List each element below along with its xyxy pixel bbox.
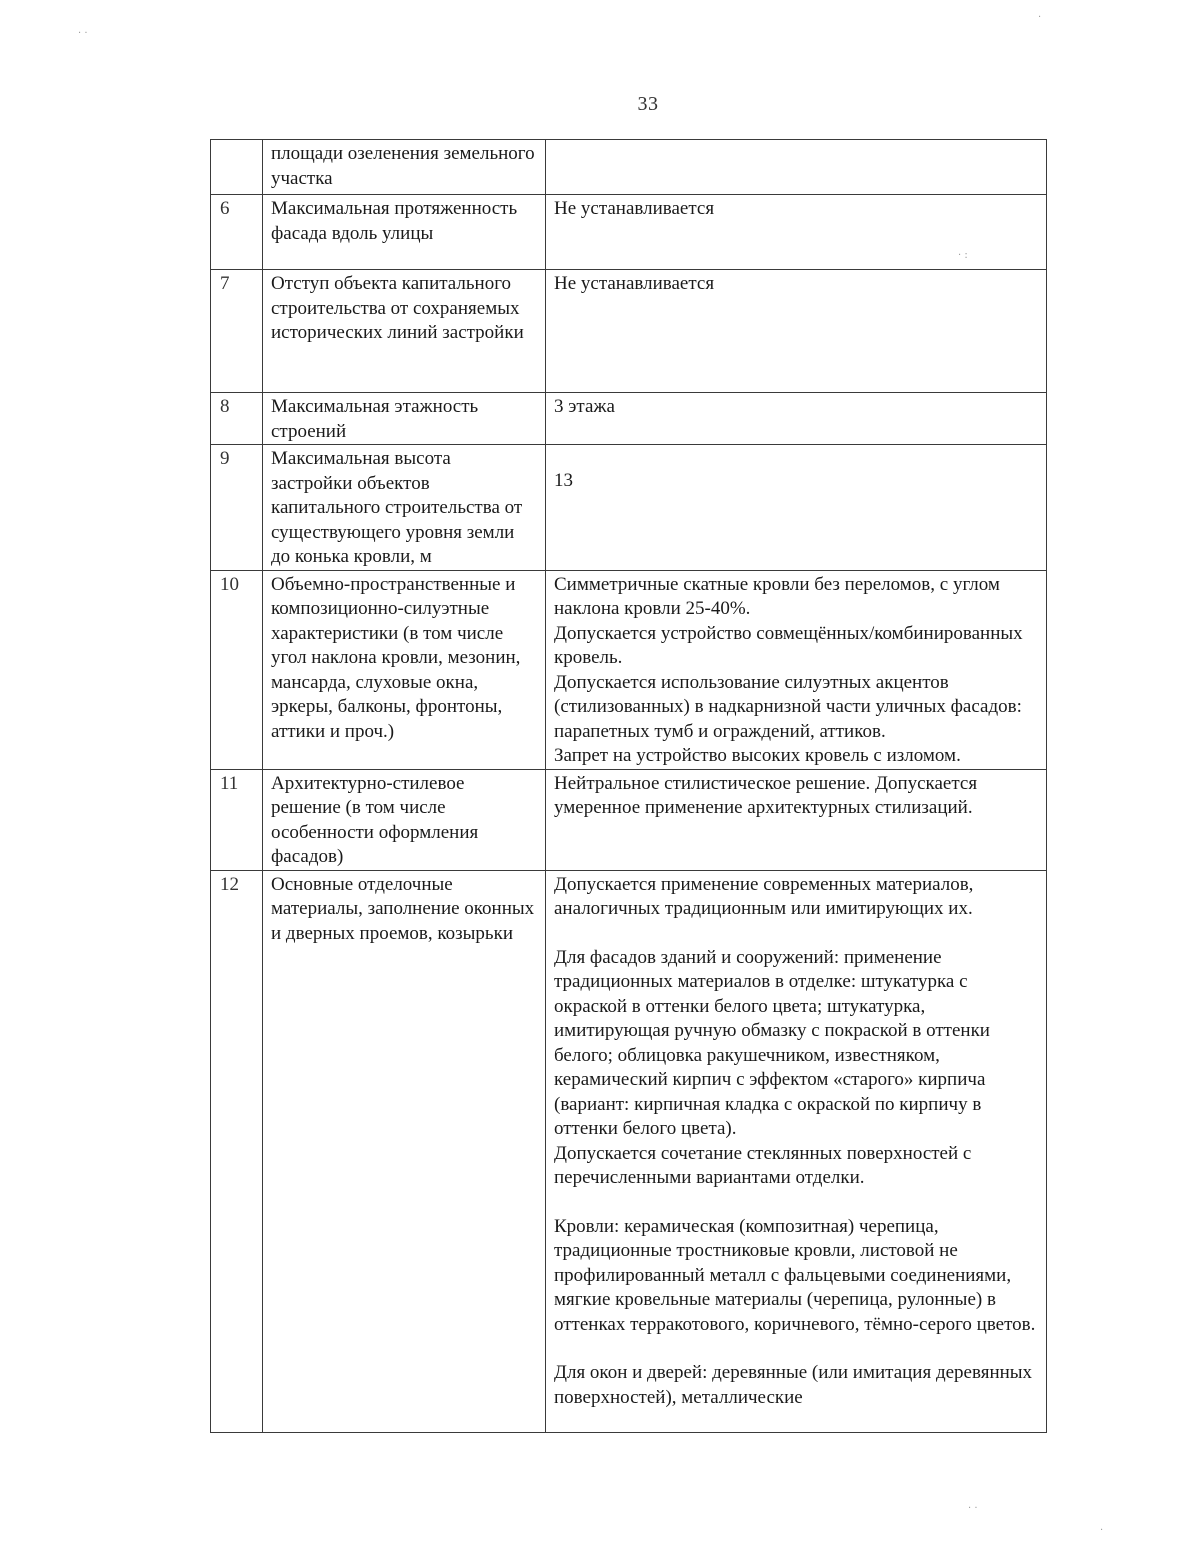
row-number: 9	[211, 445, 263, 571]
row-number	[211, 140, 263, 195]
table-row	[211, 570, 1047, 769]
parameter-name: Отступ объекта капитального строительства от сохраняемых исторических линий застройки	[263, 270, 546, 393]
row-number: 8	[211, 393, 263, 445]
paragraph-gap	[554, 1337, 1038, 1361]
value-paragraph: 13	[554, 470, 573, 491]
scan-speck: · ·	[78, 28, 88, 39]
table-row	[211, 769, 1047, 870]
parameter-value	[546, 445, 1047, 571]
table-row	[211, 445, 1047, 571]
table-row	[211, 870, 1047, 1432]
scan-speck: · :	[958, 250, 968, 261]
parameter-value	[546, 870, 1047, 1432]
parameter-name: Объемно-пространственные и композиционно-силуэтные характеристики (в том числе угол наклона кровли, мезонин, мансарда, слуховые окна, эркеры, балконы, фронтоны, аттики и проч.)	[263, 570, 546, 769]
parameter-value	[546, 570, 1047, 769]
paragraph-gap	[554, 922, 1038, 946]
value-paragraph: Для окон и дверей: деревянные (или имитация деревянных поверхностей), металлические	[554, 1362, 1033, 1408]
parameter-value	[546, 393, 1047, 445]
scan-speck: · ·	[968, 1503, 978, 1514]
scan-speck: ·	[1038, 12, 1042, 23]
row-number: 12	[211, 870, 263, 1432]
table-row	[211, 270, 1047, 393]
parameter-name: Максимальная высота застройки объектов капитального строительства от существующего уровня земли до конька кровли, м	[263, 445, 546, 571]
page-number: 33	[637, 93, 659, 115]
value-paragraph: Допускается применение современных материалов, аналогичных традиционным или имитирующих их.	[554, 873, 974, 919]
row-number: 10	[211, 570, 263, 769]
parameter-name: Архитектурно-стилевое решение (в том числе особенности оформления фасадов)	[263, 769, 546, 870]
parameter-name: площади озеленения земельного участка	[263, 140, 546, 195]
value-paragraph: Не устанавливается	[554, 198, 715, 219]
value-paragraph: Запрет на устройство высоких кровель с изломом.	[554, 745, 961, 766]
value-paragraph: Симметричные скатные кровли без переломов, с углом наклона кровли 25-40%.	[554, 573, 1000, 619]
parameter-value	[546, 140, 1047, 195]
parameter-name: Максимальная этажность строений	[263, 393, 546, 445]
row-number: 11	[211, 769, 263, 870]
parameter-name: Основные отделочные материалы, заполнение оконных и дверных проемов, козырьки	[263, 870, 546, 1432]
value-paragraph: Допускается сочетание стеклянных поверхностей с перечисленными вариантами отделки.	[554, 1142, 972, 1188]
parameter-value	[546, 270, 1047, 393]
parameter-value	[546, 769, 1047, 870]
paragraph-gap	[554, 1191, 1038, 1215]
value-paragraph: 3 этажа	[554, 396, 615, 417]
table-row	[211, 140, 1047, 195]
value-paragraph: Для фасадов зданий и сооружений: применение традиционных материалов в отделке: штукатурка с окраской в оттенки белого цвета; штукатурка, имитирующая ручную обмазку с покраской в оттенки белого; облицовка ракушечником, известняком, керамический кирпич с эффектом «старого» кирпича (вариант: кирпичная кладка с окраской по кирпичу в оттенки белого цвета).	[554, 946, 990, 1139]
value-paragraph: Нейтральное стилистическое решение. Допускается умеренное применение архитектурных стилизаций.	[554, 772, 978, 818]
scan-speck: ·	[1100, 1525, 1104, 1536]
value-paragraph: Допускается устройство совмещённых/комбинированных кровель.	[554, 622, 1023, 668]
parameter-name: Максимальная протяженность фасада вдоль улицы	[263, 195, 546, 270]
value-paragraph: Не устанавливается	[554, 273, 715, 294]
parameter-value	[546, 195, 1047, 270]
regulations-table	[210, 139, 1047, 1433]
row-number: 7	[211, 270, 263, 393]
table-row	[211, 393, 1047, 445]
row-number: 6	[211, 195, 263, 270]
value-paragraph: Кровли: керамическая (композитная) черепица, традиционные тростниковые кровли, листовой не профилированный металл с фальцевыми соединениями, мягкие кровельные материалы (черепица, рулонные) в оттенках терракотового, коричневого, тёмно-серого цветов.	[554, 1215, 1036, 1335]
value-paragraph: Допускается использование силуэтных акцентов (стилизованных) в надкарнизной части уличных фасадов: парапетных тумб и ограждений, аттиков.	[554, 671, 1022, 742]
table-row	[211, 195, 1047, 270]
table-body	[211, 140, 1047, 1433]
